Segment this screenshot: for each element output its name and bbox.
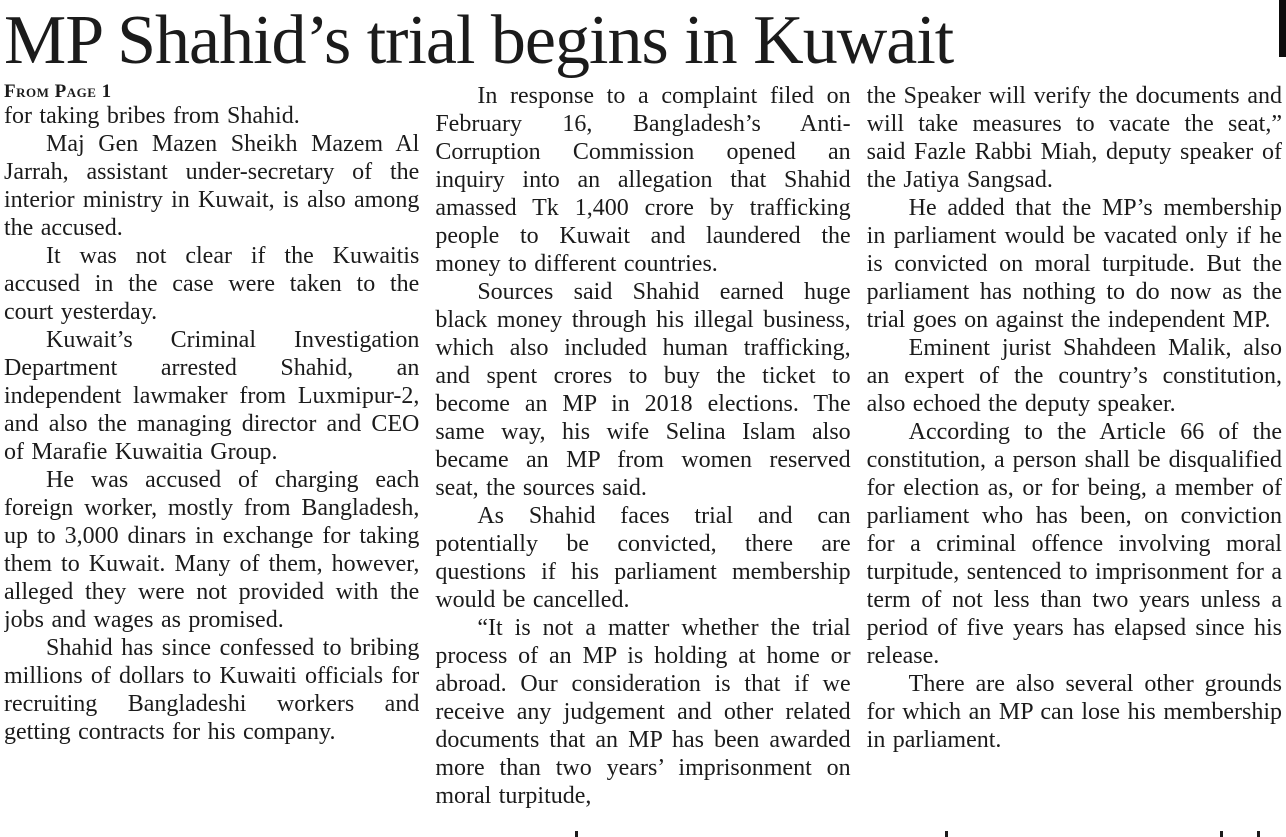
- article-columns: [0, 78, 1286, 835]
- paragraph: Kuwait’s Criminal Investigation Department arrested Shahid, an independent lawmaker from Luxmipur-2, and also the managing director and CEO of Marafie Kuwaitia Group.: [4, 327, 420, 465]
- paragraph: Maj Gen Mazen Sheikh Mazem Al Jarrah, assistant under-secretary of the interior ministry in Kuwait, is also among the accused.: [4, 131, 420, 241]
- adjacent-content-crop-bar: [1279, 0, 1286, 57]
- paragraph: Sources said Shahid earned huge black money through his illegal business, which also included human trafficking, and spent crores to buy the ticket to become an MP in 2018 elections. The same way, his wife Selina Islam also became an MP from women reserved seat, the sources said.: [435, 279, 851, 501]
- paragraph: “It is not a matter whether the trial process of an MP is holding at home or abroad. Our consideration is that if we receive any judgement and other related documents that an MP has been awarded more than two years’ imprisonment on moral turpitude,: [435, 615, 851, 809]
- paragraph: According to the Article 66 of the constitution, a person shall be disqualified for election as, or for being, a member of parliament who has been, on conviction for a criminal offence involving moral turpitude, sentenced to imprisonment for a term of not less than two years unless a period of five years has elapsed since his release.: [866, 419, 1282, 669]
- crop-artifact-tick: [1220, 831, 1223, 837]
- paragraph: In response to a complaint filed on February 16, Bangladesh’s Anti-Corruption Commission opened an inquiry into an allegation that Shahid amassed Tk 1,400 crore by trafficking people to Kuwait and laundered the money to different countries.: [435, 83, 851, 277]
- paragraph: As Shahid faces trial and can potentially be convicted, there are questions if his parliament membership would be cancelled.: [435, 503, 851, 613]
- paragraph: He was accused of charging each foreign worker, mostly from Bangladesh, up to 3,000 dinars in exchange for taking them to Kuwait. Many of them, however, alleged they were not provided with the jobs and wages as promised.: [4, 467, 420, 633]
- continued-from-page-label: From Page 1: [4, 82, 112, 102]
- crop-artifact-tick: [575, 831, 578, 837]
- paragraph: the Speaker will verify the documents and will take measures to vacate the seat,” said Fazle Rabbi Miah, deputy speaker of the Jatiya Sangsad.: [866, 83, 1282, 193]
- paragraph: for taking bribes from Shahid.: [4, 103, 300, 129]
- crop-artifact-tick: [945, 831, 948, 837]
- article-column-1: [4, 82, 419, 835]
- article-column-2: [435, 82, 850, 835]
- paragraph: Shahid has since confessed to bribing millions of dollars to Kuwaiti officials for recruiting Bangladeshi workers and getting contracts for his company.: [4, 635, 420, 745]
- article-column-3: [867, 82, 1282, 835]
- paragraph: It was not clear if the Kuwaitis accused in the case were taken to the court yesterday.: [4, 243, 420, 325]
- crop-artifact-tick: [1257, 831, 1260, 837]
- paragraph: There are also several other grounds for which an MP can lose his membership in parliament.: [866, 671, 1282, 753]
- paragraph: He added that the MP’s membership in parliament would be vacated only if he is convicted on moral turpitude. But the parliament has nothing to do now as the trial goes on against the independent MP.: [866, 195, 1282, 333]
- paragraph: Eminent jurist Shahdeen Malik, also an expert of the country’s constitution, also echoed the deputy speaker.: [866, 335, 1282, 417]
- article-headline: MP Shahid’s trial begins in Kuwait: [4, 2, 954, 79]
